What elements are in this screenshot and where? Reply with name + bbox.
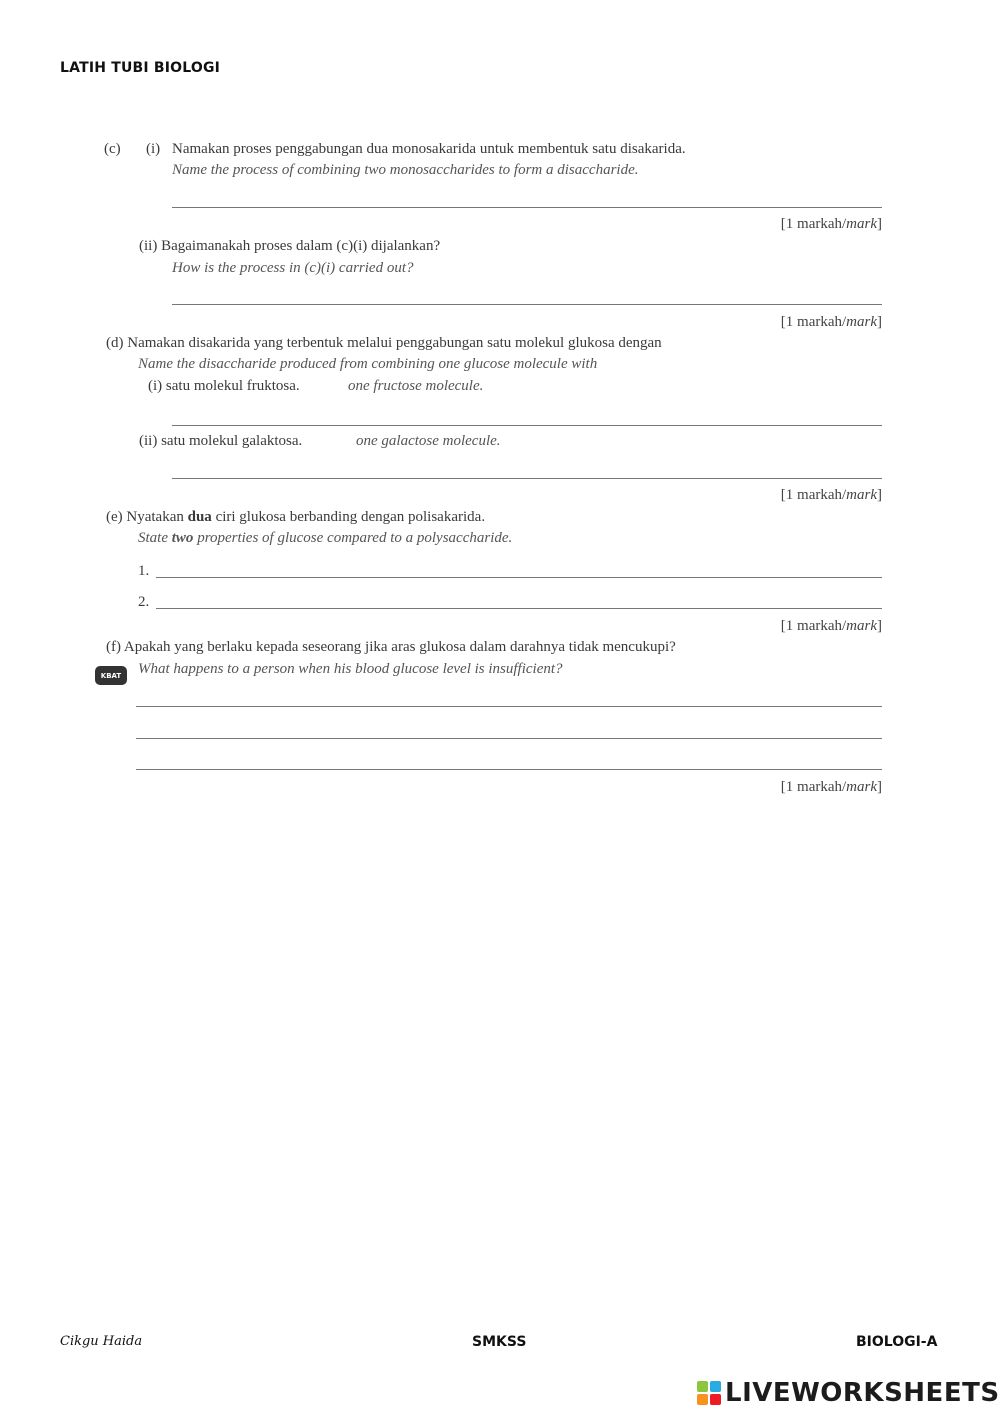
question-c-label: (c) bbox=[104, 141, 121, 157]
answer-line-d-ii[interactable] bbox=[172, 478, 882, 479]
footer-subject: BIOLOGI-A bbox=[856, 1334, 938, 1350]
question-c-i-malay: Namakan proses penggabungan dua monosakarida untuk membentuk satu disakarida. bbox=[172, 141, 686, 157]
question-e-english: State two properties of glucose compared to a polysaccharide. bbox=[138, 530, 513, 546]
footer-teacher-name: Cikgu Haida bbox=[60, 1334, 143, 1349]
question-d-ii-english: one galactose molecule. bbox=[356, 433, 501, 449]
liveworksheets-brand-text: LIVEWORKSHEETS bbox=[725, 1378, 1000, 1408]
question-c-i-english: Name the process of combining two monosaccharides to form a disaccharide. bbox=[172, 162, 639, 178]
question-f-malay: (f) Apakah yang berlaku kepada seseorang jika aras glukosa dalam darahnya tidak mencukupi? bbox=[106, 639, 676, 655]
question-d-english: Name the disaccharide produced from combining one glucose molecule with bbox=[138, 356, 598, 372]
mark-f: [1 markah/mark] bbox=[780, 779, 882, 795]
answer-line-f-3[interactable] bbox=[136, 769, 882, 770]
question-c-ii-malay: (ii) Bagaimanakah proses dalam (c)(i) dijalankan? bbox=[139, 238, 441, 254]
mark-e: [1 markah/mark] bbox=[780, 618, 882, 634]
mark-c-i: [1 markah/mark] bbox=[780, 216, 882, 232]
question-d-malay: (d) Namakan disakarida yang terbentuk melalui penggabungan satu molekul glukosa dengan bbox=[106, 335, 662, 351]
footer-school: SMKSS bbox=[472, 1334, 527, 1350]
mark-c-ii: [1 markah/mark] bbox=[780, 314, 882, 330]
question-c-i-label: (i) bbox=[146, 141, 161, 157]
answer-line-c-ii[interactable] bbox=[172, 304, 882, 305]
mark-d: [1 markah/mark] bbox=[780, 487, 882, 503]
liveworksheets-brand[interactable] bbox=[697, 1378, 1000, 1408]
kbat-badge: KBAT bbox=[95, 666, 127, 685]
page-header-title: LATIH TUBI BIOLOGI bbox=[60, 60, 221, 76]
answer-line-e-1[interactable] bbox=[156, 577, 882, 578]
answer-number-1: 1. bbox=[138, 563, 150, 579]
question-d-ii-malay: (ii) satu molekul galaktosa. bbox=[139, 433, 303, 449]
question-d-i-english: one fructose molecule. bbox=[348, 378, 484, 394]
answer-line-d-i[interactable] bbox=[172, 425, 882, 426]
question-f-english: What happens to a person when his blood glucose level is insufficient? bbox=[138, 661, 563, 677]
question-d-i-malay: (i) satu molekul fruktosa. bbox=[148, 378, 300, 394]
answer-line-e-2[interactable] bbox=[156, 608, 882, 609]
answer-line-f-1[interactable] bbox=[136, 706, 882, 707]
liveworksheets-logo-icon bbox=[697, 1381, 721, 1405]
question-e-malay: (e) Nyatakan dua ciri glukosa berbanding dengan polisakarida. bbox=[106, 509, 486, 525]
answer-line-f-2[interactable] bbox=[136, 738, 882, 739]
answer-line-c-i[interactable] bbox=[172, 207, 882, 208]
answer-number-2: 2. bbox=[138, 594, 150, 610]
question-c-ii-english: How is the process in (c)(i) carried out? bbox=[172, 260, 414, 276]
